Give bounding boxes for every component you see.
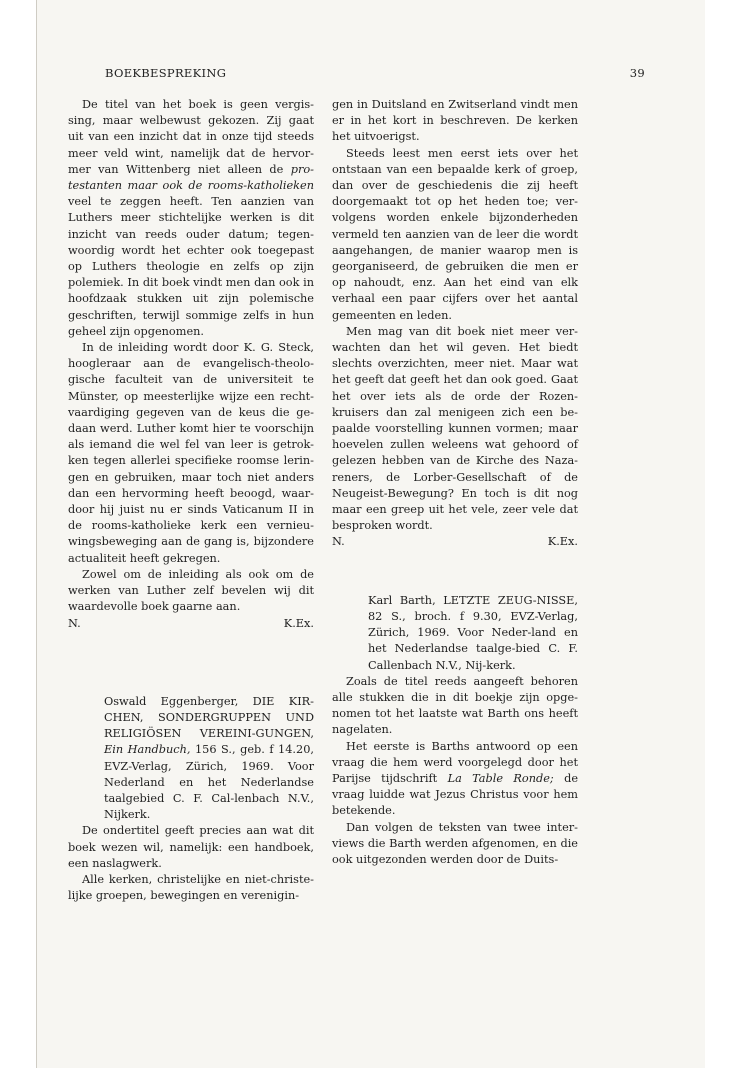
signature-initial: N. bbox=[68, 616, 81, 630]
paragraph: Zowel om de inleiding als ook om de werken van Luther zelf bevelen wij dit waardevolle boek gaarne aan. bbox=[68, 567, 314, 614]
section-title: BOEKBESPREKING bbox=[105, 66, 227, 80]
page-number: 39 bbox=[629, 66, 645, 80]
emphasis: La Table Ronde; bbox=[447, 771, 554, 785]
paragraph: Dan volgen de teksten van twee inter-views die Barth werden afgenomen, en die ook uitgezonden werden door de Duits- bbox=[332, 820, 578, 866]
review-heading: Karl Barth, LETZTE ZEUG-NISSE, 82 S., broch. f 9.30, EVZ-Verlag, Zürich, 1969. Voor Neder-land en het Nederlandse taalge-bied C. F. Callenbach N.V., Nij-kerk. bbox=[368, 593, 578, 672]
paragraph: Zoals de titel reeds aangeeft behoren alle stukken die in dit boekje zijn opge-nomen tot het laatste wat Barth ons heeft nagelaten. bbox=[332, 674, 578, 737]
signature-initial: N. bbox=[332, 535, 345, 549]
review-heading: Oswald Eggenberger, DIE KIR-CHEN, SONDERGRUPPEN UND RELIGIÖSEN VEREINI-GUNGEN, Ein Handbuch, 156 S., geb. f 14.20, EVZ-Verlag, Zürich, 1969. Voor Nederland en het Nederlandse taalgebied C. F. Cal-lenbach N.V., Nijkerk. bbox=[104, 694, 314, 822]
left-column bbox=[68, 97, 314, 904]
right-column bbox=[332, 97, 578, 868]
paragraph: Het eerste is Barths antwoord op een vraag die hem werd voorgelegd door het Parijse tijdschrift La Table Ronde; de vraag luidde wat Jezus Christus voor hem betekende. bbox=[332, 739, 579, 818]
paragraph: Steeds leest men eerst iets over het ontstaan van een bepaalde kerk of groep, dan over de geschiedenis die zij heeft doorgemaakt tot op het heden toe; ver-volgens worden enkele bijzonderheden vermeld ten aanzien van de leer die wordt aangehangen, de manier waarop men is georganiseerd, de gebruiken die men er op nahoudt, enz. Aan het eind van elk verhaal een paar cijfers over het aantal gemeenten en leden. bbox=[332, 146, 578, 322]
signature-line bbox=[68, 616, 314, 632]
signature-author: K.Ex. bbox=[283, 616, 314, 630]
paragraph: De titel van het boek is geen vergis-sing, maar welbewust gekozen. Zij gaat uit van een inzicht dat in onze tijd steeds meer veld wint, namelijk dat de hervor-mer van Wittenberg niet alleen de pro-testanten maar ook de rooms-katholieken veel te zeggen heeft. Ten aanzien van Luthers meer stichtelijke werken is dit inzicht van reeds ouder datum; tegen-woordig wordt het echter ook toegepast op Luthers theologie en zelfs op zijn polemiek. In dit boek vindt men dan ook in hoofdzaak stukken uit zijn polemische geschriften, terwijl sommige zelfs in hun geheel zijn opgenomen. bbox=[68, 98, 314, 338]
emphasis: pro-testanten maar ook de rooms-katholieken bbox=[68, 162, 314, 193]
paragraph: Alle kerken, christelijke en niet-christe-lijke groepen, bewegingen en verenigin- bbox=[68, 872, 314, 903]
signature-line bbox=[332, 534, 578, 550]
paragraph: Men mag van dit boek niet meer ver-wachten dan het wil geven. Het biedt slechts overzichten, meer niet. Maar wat het geeft dat geeft het dan ook goed. Gaat het over iets als de orde der Rozen-kruisers dan zal menigeen zich een be-paalde voorstelling kunnen vormen; maar hoevelen zullen weleens wat gehoord of gelezen hebben van de Kirche des Naza-reners, de Lorber-Gesellschaft of de Neugeist-Bewegung? En toch is dit nog maar een greep uit het vele, zeer vele dat besproken wordt. bbox=[332, 324, 578, 533]
paragraph: De ondertitel geeft precies aan wat dit boek wezen wil, namelijk: een handboek, een naslagwerk. bbox=[68, 824, 314, 870]
emphasis: Ein Handbuch, bbox=[104, 743, 191, 757]
signature-author: K.Ex. bbox=[547, 535, 578, 549]
paragraph: gen in Duitsland en Zwitserland vindt men er in het kort in beschreven. De kerken het uitvoerigst. bbox=[332, 98, 578, 144]
paragraph: In de inleiding wordt door K. G. Steck, hoogleraar aan de evangelisch-theolo-gische faculteit van de universiteit te Münster, op meesterlijke wijze een recht-vaardiging gegeven van de keus die ge-daan werd. Luther komt hier te voorschijn als iemand die wel fel van leer is getrok-ken tegen allerlei specifieke roomse lerin-gen en gebruiken, maar toch niet anders dan een hervorming heeft beoogd, waar-door hij juist nu er sinds Vaticanum II in de rooms-katholieke kerk een vernieu-wingsbeweging aan de gang is, bijzondere actualiteit heeft gekregen. bbox=[68, 341, 314, 565]
